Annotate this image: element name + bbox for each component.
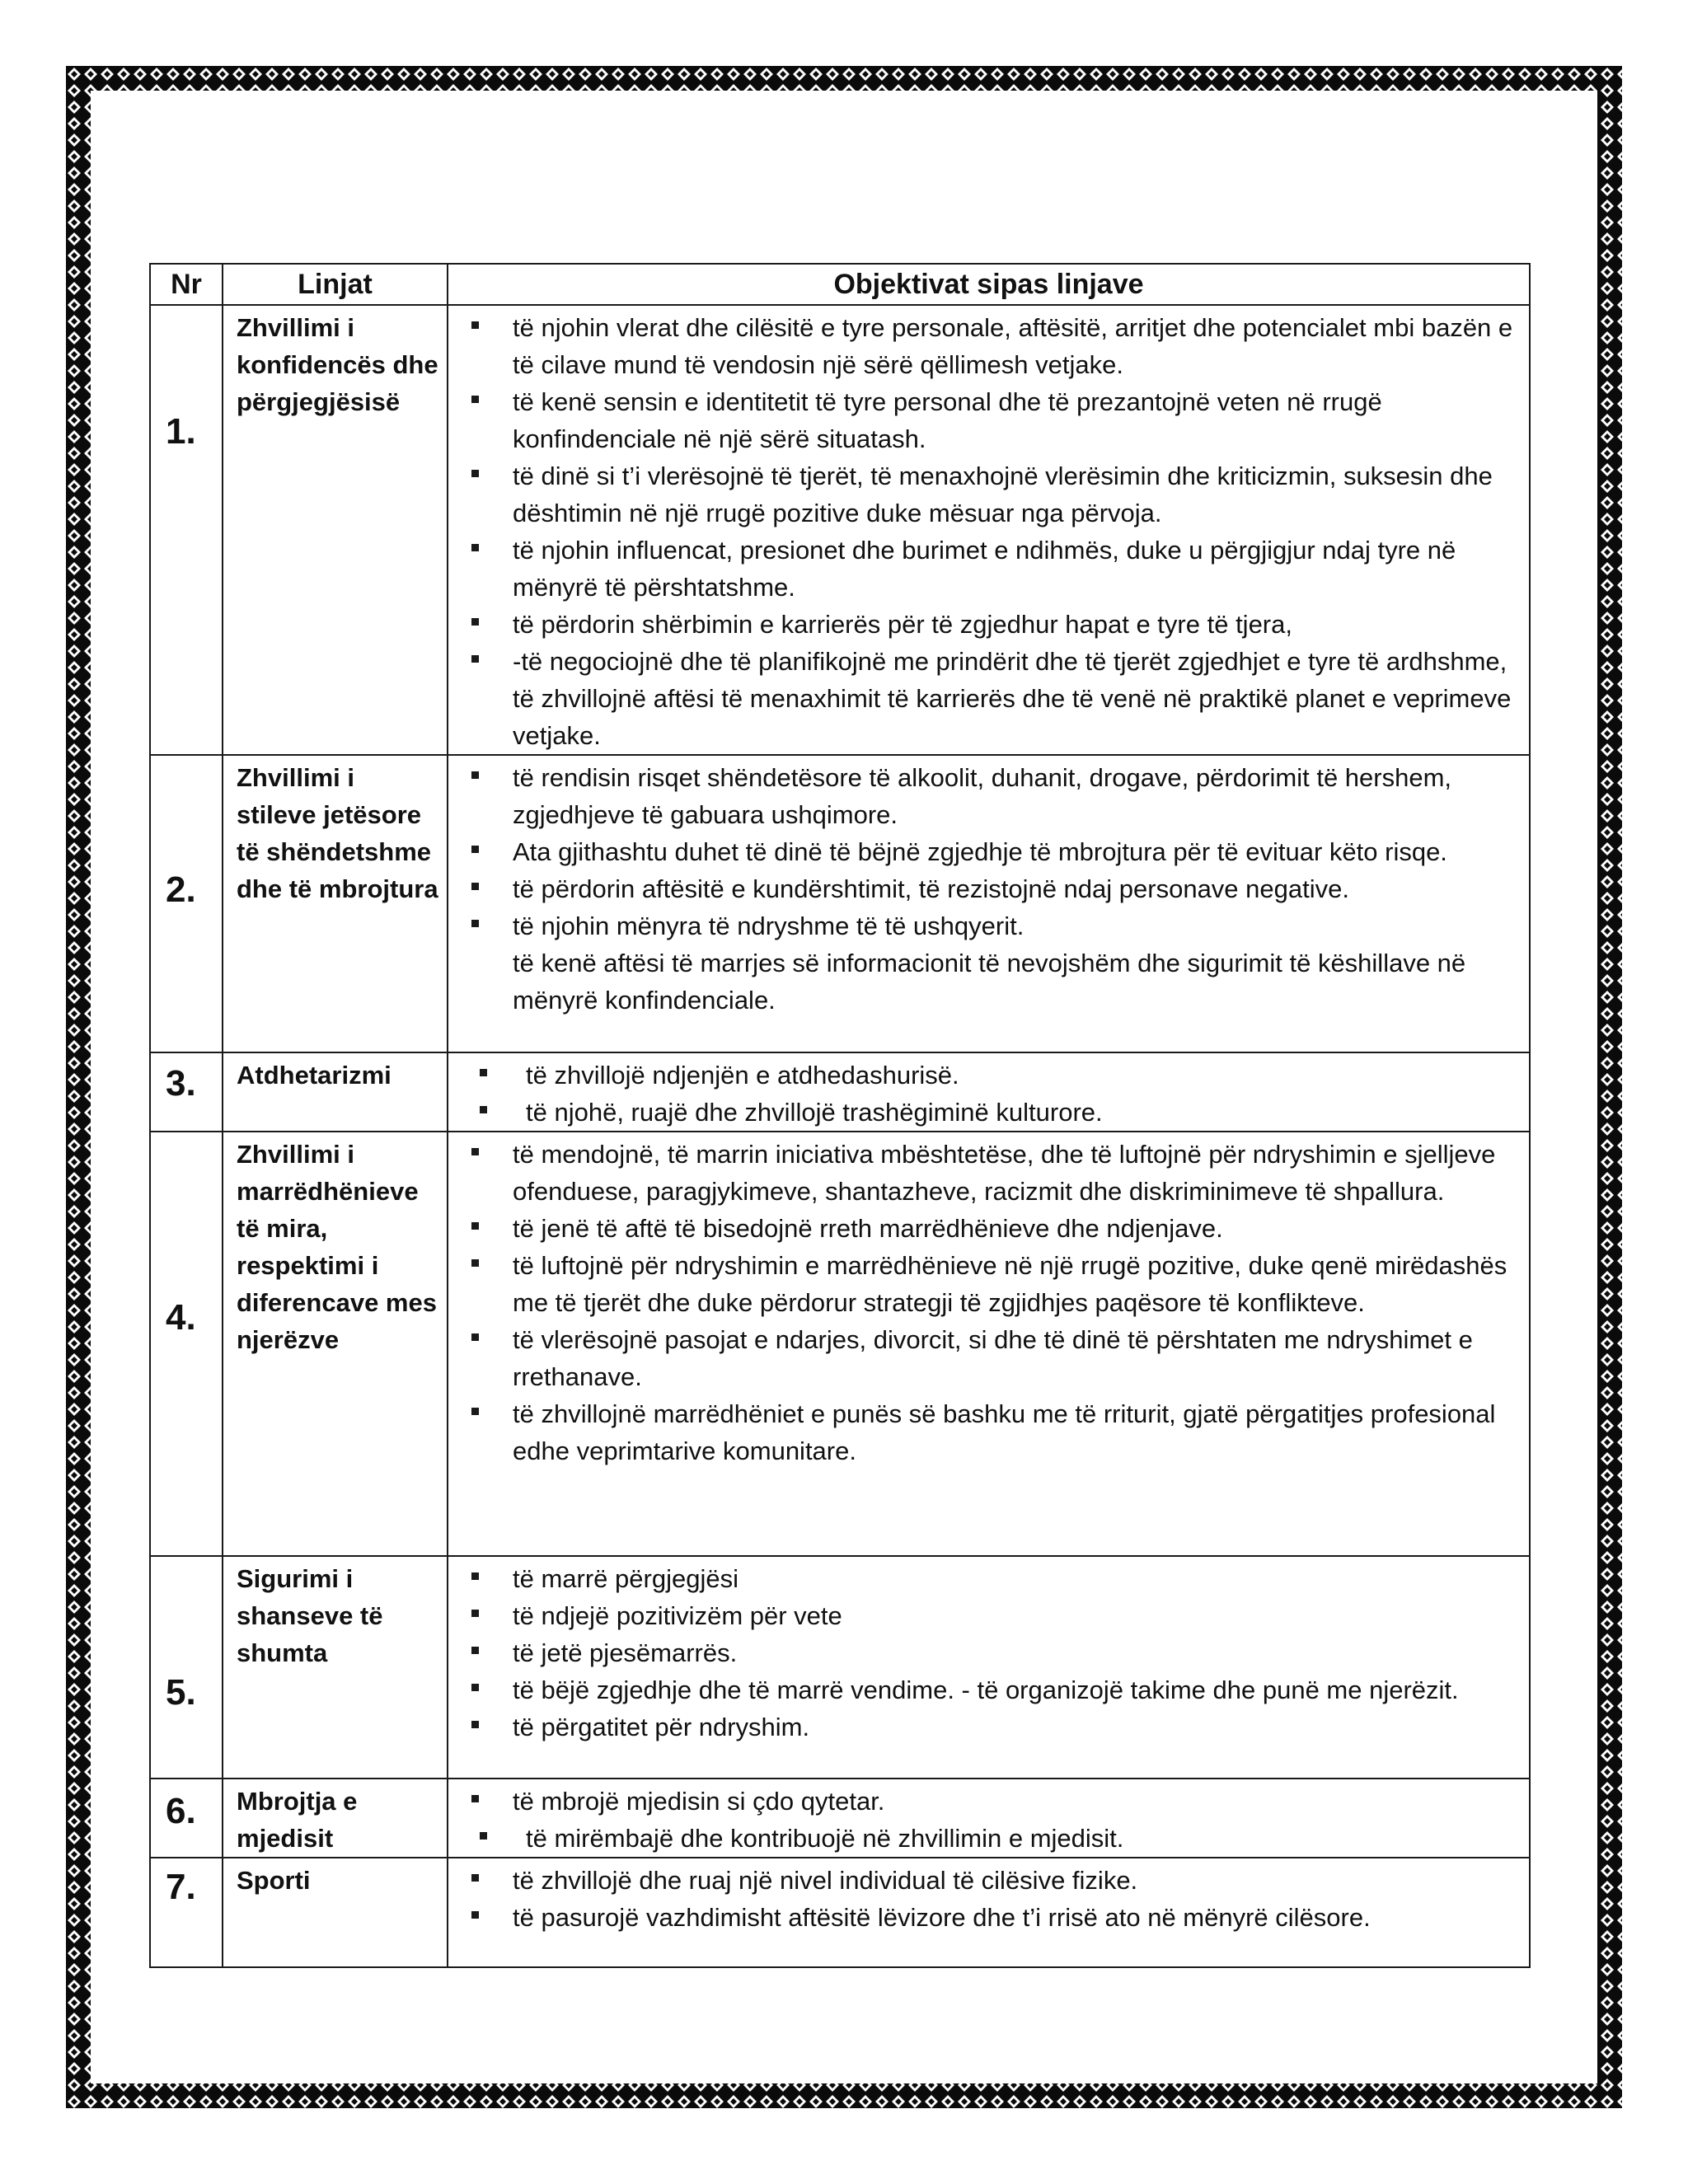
objective-item: të njohin mënyra të ndryshme të të ushqyerit. xyxy=(467,907,1521,944)
table-row xyxy=(150,755,1530,1052)
line-name: Sporti xyxy=(223,1858,448,1967)
objective-item: të njohin vlerat dhe cilësitë e tyre personale, aftësitë, arritjet dhe potencialet mbi bazën e të cilave mund të vendosin një sërë qëllimesh vetjake. xyxy=(467,309,1521,383)
objective-item: të përdorin shërbimin e karrierës për të zgjedhur hapat e tyre të tjera, xyxy=(467,606,1521,643)
objective-item: të rendisin risqet shëndetësore të alkoolit, duhanit, drogave, përdorimit të hershem, zgjedhjeve të gabuara ushqimore. xyxy=(467,759,1521,833)
objective-note: të kenë aftësi të marrjes së informacionit të nevojshëm dhe sigurimit të këshillave në mënyrë konfindenciale. xyxy=(513,949,1466,1015)
row-number-cell xyxy=(150,1858,223,1967)
objective-item: të mirëmbajë dhe kontribuojë në zhvillimin e mjedisit. xyxy=(467,1820,1521,1857)
objective-item: të njohë, ruajë dhe zhvillojë trashëgiminë kulturore. xyxy=(467,1094,1521,1131)
row-number: 1. xyxy=(166,411,196,452)
row-number: 6. xyxy=(166,1791,196,1831)
objective-item: -të negociojnë dhe të planifikojnë me prindërit dhe të tjerët zgjedhjet e tyre të ardhshme, të zhvillojnë aftësi të menaxhimit të karrierës dhe të venë në praktikë planet e veprimeve vetjake. xyxy=(467,643,1521,754)
row-number-cell xyxy=(150,305,223,755)
objective-item: të kenë sensin e identitetit të tyre personal dhe të prezantojnë veten në rrugë konfindenciale në një sërë situatash. xyxy=(467,383,1521,457)
objective-item: të njohin influencat, presionet dhe burimet e ndihmës, duke u përgjigjur ndaj tyre në mënyrë të përshtatshme. xyxy=(467,532,1521,606)
objective-item: të jetë pjesëmarrës. xyxy=(467,1634,1521,1671)
objective-item: të marrë përgjegjësi xyxy=(467,1560,1521,1597)
row-number: 5. xyxy=(166,1672,196,1713)
row-number-cell xyxy=(150,1052,223,1132)
objectives-list xyxy=(467,1136,1521,1469)
objectives-list xyxy=(467,1783,1521,1857)
row-number-cell xyxy=(150,755,223,1052)
objective-item: të zhvillojë ndjenjën e atdhedashurisë. xyxy=(467,1057,1521,1094)
row-number: 3. xyxy=(166,1063,196,1104)
line-name: Sigurimi i shanseve të shumta xyxy=(223,1556,448,1779)
table-row xyxy=(150,305,1530,755)
objective-item: Ata gjithashtu duhet të dinë të bëjnë zgjedhje të mbrojtura për të evituar këto risqe. xyxy=(467,833,1521,870)
line-name: Atdhetarizmi xyxy=(223,1052,448,1132)
objectives-cell xyxy=(448,1556,1530,1779)
objectives-cell xyxy=(448,755,1530,1052)
objective-item: të zhvillojë dhe ruaj një nivel individual të cilësive fizike. xyxy=(467,1862,1521,1899)
table-row xyxy=(150,1858,1530,1967)
objective-item: të bëjë zgjedhje dhe të marrë vendime. - të organizojë takime dhe punë me njerëzit. xyxy=(467,1671,1521,1708)
objectives-list xyxy=(467,1862,1521,1936)
objectives-table xyxy=(149,263,1531,1968)
header-objektivat: Objektivat sipas linjave xyxy=(448,264,1530,305)
objectives-cell xyxy=(448,1052,1530,1132)
header-linjat: Linjat xyxy=(223,264,448,305)
line-name: Zhvillimi i konfidencës dhe përgjegjësisë xyxy=(223,305,448,755)
table-row xyxy=(150,1556,1530,1779)
objective-item: të luftojnë për ndryshimin e marrëdhënieve në një rrugë pozitive, duke qenë mirëdashës me të tjerët dhe duke përdorur strategji të zgjidhjes paqësore të konflikteve. xyxy=(467,1247,1521,1321)
objectives-list xyxy=(467,759,1521,1019)
header-nr: Nr xyxy=(150,264,223,305)
objective-item: të pasurojë vazhdimisht aftësitë lëvizore dhe t’i rrisë ato në mënyrë cilësore. xyxy=(467,1899,1521,1936)
line-name: Mbrojtja e mjedisit xyxy=(223,1779,448,1858)
table-header-row xyxy=(150,264,1530,305)
row-number-cell xyxy=(150,1132,223,1556)
objectives-list xyxy=(467,1057,1521,1131)
objective-item: të dinë si t’i vlerësojnë të tjerët, të menaxhojnë vlerësimin dhe kriticizmin, suksesin dhe dështimin në një rrugë pozitive duke mësuar nga përvoja. xyxy=(467,457,1521,532)
table-row xyxy=(150,1052,1530,1132)
objectives-cell xyxy=(448,305,1530,755)
objective-item: të mbrojë mjedisin si çdo qytetar. xyxy=(467,1783,1521,1820)
row-number: 7. xyxy=(166,1867,196,1907)
objective-item: të jenë të aftë të bisedojnë rreth marrëdhënieve dhe ndjenjave. xyxy=(467,1210,1521,1247)
row-number-cell xyxy=(150,1779,223,1858)
objectives-list xyxy=(467,1560,1521,1746)
line-name: Zhvillimi i stileve jetësore të shëndetshme dhe të mbrojtura xyxy=(223,755,448,1052)
objectives-cell xyxy=(448,1132,1530,1556)
objectives-cell xyxy=(448,1858,1530,1967)
row-number: 4. xyxy=(166,1297,196,1338)
objective-item: të ndjejë pozitivizëm për vete xyxy=(467,1597,1521,1634)
objective-item: të zhvillojnë marrëdhëniet e punës së bashku me të rriturit, gjatë përgatitjes profesional edhe veprimtarive komunitare. xyxy=(467,1395,1521,1469)
row-number-cell xyxy=(150,1556,223,1779)
line-name: Zhvillimi i marrëdhënieve të mira, respektimi i diferencave mes njerëzve xyxy=(223,1132,448,1556)
objectives-list xyxy=(467,309,1521,754)
table-row xyxy=(150,1779,1530,1858)
objective-item: të përgatitet për ndryshim. xyxy=(467,1708,1521,1746)
objectives-cell xyxy=(448,1779,1530,1858)
row-number: 2. xyxy=(166,869,196,910)
objective-item: të mendojnë, të marrin iniciativa mbështetëse, dhe të luftojnë për ndryshimin e sjelljeve ofenduese, paragjykimeve, shantazheve, racizmit dhe diskriminimeve të shpallura. xyxy=(467,1136,1521,1210)
table-row xyxy=(150,1132,1530,1556)
objective-item: të përdorin aftësitë e kundërshtimit, të rezistojnë ndaj personave negative. xyxy=(467,870,1521,907)
objective-item: të vlerësojnë pasojat e ndarjes, divorcit, si dhe të dinë të përshtaten me ndryshimet e rrethanave. xyxy=(467,1321,1521,1395)
